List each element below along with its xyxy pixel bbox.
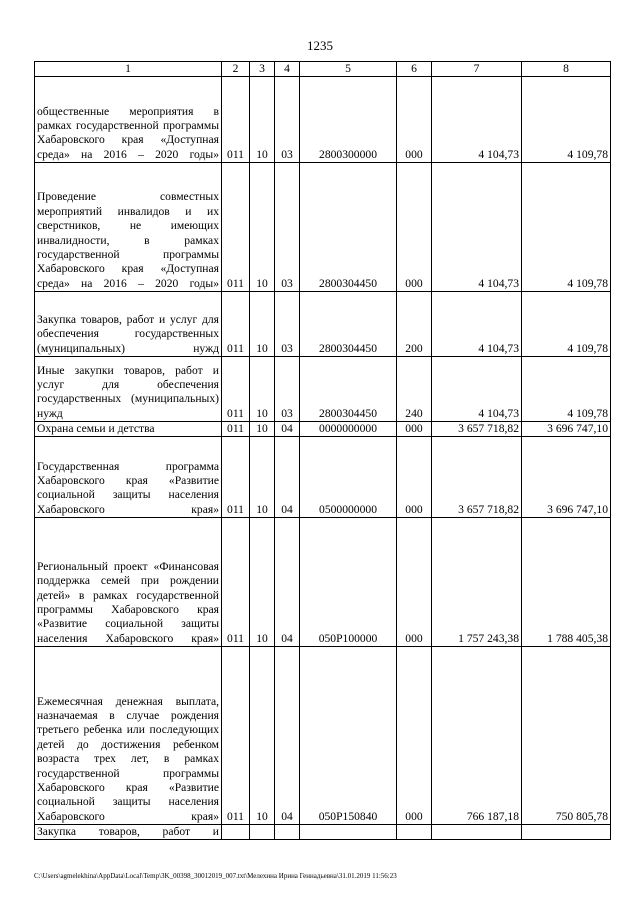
table-row (35, 357, 611, 422)
amount-2021-cell: 1 788 405,38 (522, 518, 611, 647)
page-number: 1235 (307, 38, 333, 53)
section-cell: 10 (250, 437, 275, 518)
section-cell: 10 (250, 357, 275, 422)
amount-2021-cell: 4 109,78 (522, 163, 611, 292)
subsection-cell: 03 (275, 292, 300, 357)
expense-type-cell: 000 (397, 422, 432, 437)
budget-table (34, 61, 611, 840)
section-cell: 10 (250, 77, 275, 163)
expense-type-cell: 000 (397, 647, 432, 825)
row-name-cell: общественные мероприятия в рамках государственной программы Хабаровского края «Доступная среда» на 2016 – 2020 годы» (35, 77, 222, 163)
amount-2020-cell: 3 657 718,82 (432, 422, 522, 437)
subsection-cell: 03 (275, 357, 300, 422)
amount-2021-cell: 3 696 747,10 (522, 437, 611, 518)
section-cell (250, 825, 275, 840)
table-row (35, 518, 611, 647)
column-header: 3 (250, 62, 275, 77)
amount-2021-cell: 750 805,78 (522, 647, 611, 825)
table-row (35, 437, 611, 518)
expense-type-cell: 000 (397, 518, 432, 647)
grbs-cell: 011 (222, 163, 250, 292)
target-article-cell (300, 825, 397, 840)
target-article-cell: 0000000000 (300, 422, 397, 437)
table-row (35, 292, 611, 357)
expense-type-cell: 200 (397, 292, 432, 357)
row-name-cell: Закупка товаров, работ и (35, 825, 222, 840)
amount-2020-cell (432, 825, 522, 840)
amount-2020-cell: 1 757 243,38 (432, 518, 522, 647)
section-cell: 10 (250, 163, 275, 292)
grbs-cell: 011 (222, 647, 250, 825)
row-name-cell: Региональный проект «Финансовая поддержка семей при рождении детей» в рамках государственной программы Хабаровского края «Развитие социальной защиты населения Хабаровского края» (35, 518, 222, 647)
amount-2020-cell: 4 104,73 (432, 163, 522, 292)
target-article-cell: 2800304450 (300, 292, 397, 357)
target-article-cell: 050P100000 (300, 518, 397, 647)
row-name-cell: Охрана семьи и детства (35, 422, 222, 437)
amount-2021-cell: 4 109,78 (522, 357, 611, 422)
subsection-cell: 04 (275, 518, 300, 647)
file-path-footer: C:\Users\agmelekhina\AppData\Local\Temp\3K_00398_30012019_007.txt\Мелехина Ирина Геннадьевна\31.01.2019 11:56:23 (34, 872, 397, 880)
section-cell: 10 (250, 292, 275, 357)
table-row (35, 825, 611, 840)
subsection-cell: 04 (275, 422, 300, 437)
target-article-cell: 0500000000 (300, 437, 397, 518)
column-header: 2 (222, 62, 250, 77)
amount-2021-cell: 4 109,78 (522, 77, 611, 163)
table-row (35, 422, 611, 437)
amount-2020-cell: 4 104,73 (432, 77, 522, 163)
subsection-cell (275, 825, 300, 840)
amount-2020-cell: 766 187,18 (432, 647, 522, 825)
table-row (35, 77, 611, 163)
column-header: 6 (397, 62, 432, 77)
section-cell: 10 (250, 647, 275, 825)
row-name-cell: Закупка товаров, работ и услуг для обеспечения государственных (муниципальных) нужд (35, 292, 222, 357)
grbs-cell: 011 (222, 292, 250, 357)
expense-type-cell: 000 (397, 437, 432, 518)
column-header: 8 (522, 62, 611, 77)
target-article-cell: 2800300000 (300, 77, 397, 163)
grbs-cell: 011 (222, 77, 250, 163)
table-header-row (35, 62, 611, 77)
grbs-cell (222, 825, 250, 840)
grbs-cell: 011 (222, 518, 250, 647)
amount-2020-cell: 4 104,73 (432, 292, 522, 357)
amount-2020-cell: 4 104,73 (432, 357, 522, 422)
column-header: 5 (300, 62, 397, 77)
row-name-cell: Государственная программа Хабаровского края «Развитие социальной защиты населения Хабаровского края» (35, 437, 222, 518)
row-name-cell: Иные закупки товаров, работ и услуг для обеспечения государственных (муниципальных) нужд (35, 357, 222, 422)
target-article-cell: 2800304450 (300, 163, 397, 292)
row-name-cell: Проведение совместных мероприятий инвалидов и их сверстников, не имеющих инвалидности, в рамках государственной программы Хабаровского края «Доступная среда» на 2016 – 2020 годы» (35, 163, 222, 292)
target-article-cell: 2800304450 (300, 357, 397, 422)
column-header: 7 (432, 62, 522, 77)
amount-2021-cell: 4 109,78 (522, 292, 611, 357)
subsection-cell: 04 (275, 437, 300, 518)
column-header: 4 (275, 62, 300, 77)
section-cell: 10 (250, 518, 275, 647)
column-header: 1 (35, 62, 222, 77)
row-name-cell: Ежемесячная денежная выплата, назначаемая в случае рождения третьего ребенка или последующих детей до достижения ребенком возраста трех лет, в рамках государственной программы Хабаровского края «Развитие социальной защиты населения Хабаровского края» (35, 647, 222, 825)
amount-2021-cell (522, 825, 611, 840)
table-row (35, 647, 611, 825)
amount-2020-cell: 3 657 718,82 (432, 437, 522, 518)
grbs-cell: 011 (222, 357, 250, 422)
expense-type-cell (397, 825, 432, 840)
section-cell: 10 (250, 422, 275, 437)
grbs-cell: 011 (222, 422, 250, 437)
subsection-cell: 03 (275, 77, 300, 163)
expense-type-cell: 000 (397, 77, 432, 163)
grbs-cell: 011 (222, 437, 250, 518)
amount-2021-cell: 3 696 747,10 (522, 422, 611, 437)
subsection-cell: 03 (275, 163, 300, 292)
table-row (35, 163, 611, 292)
target-article-cell: 050P150840 (300, 647, 397, 825)
subsection-cell: 04 (275, 647, 300, 825)
expense-type-cell: 240 (397, 357, 432, 422)
expense-type-cell: 000 (397, 163, 432, 292)
